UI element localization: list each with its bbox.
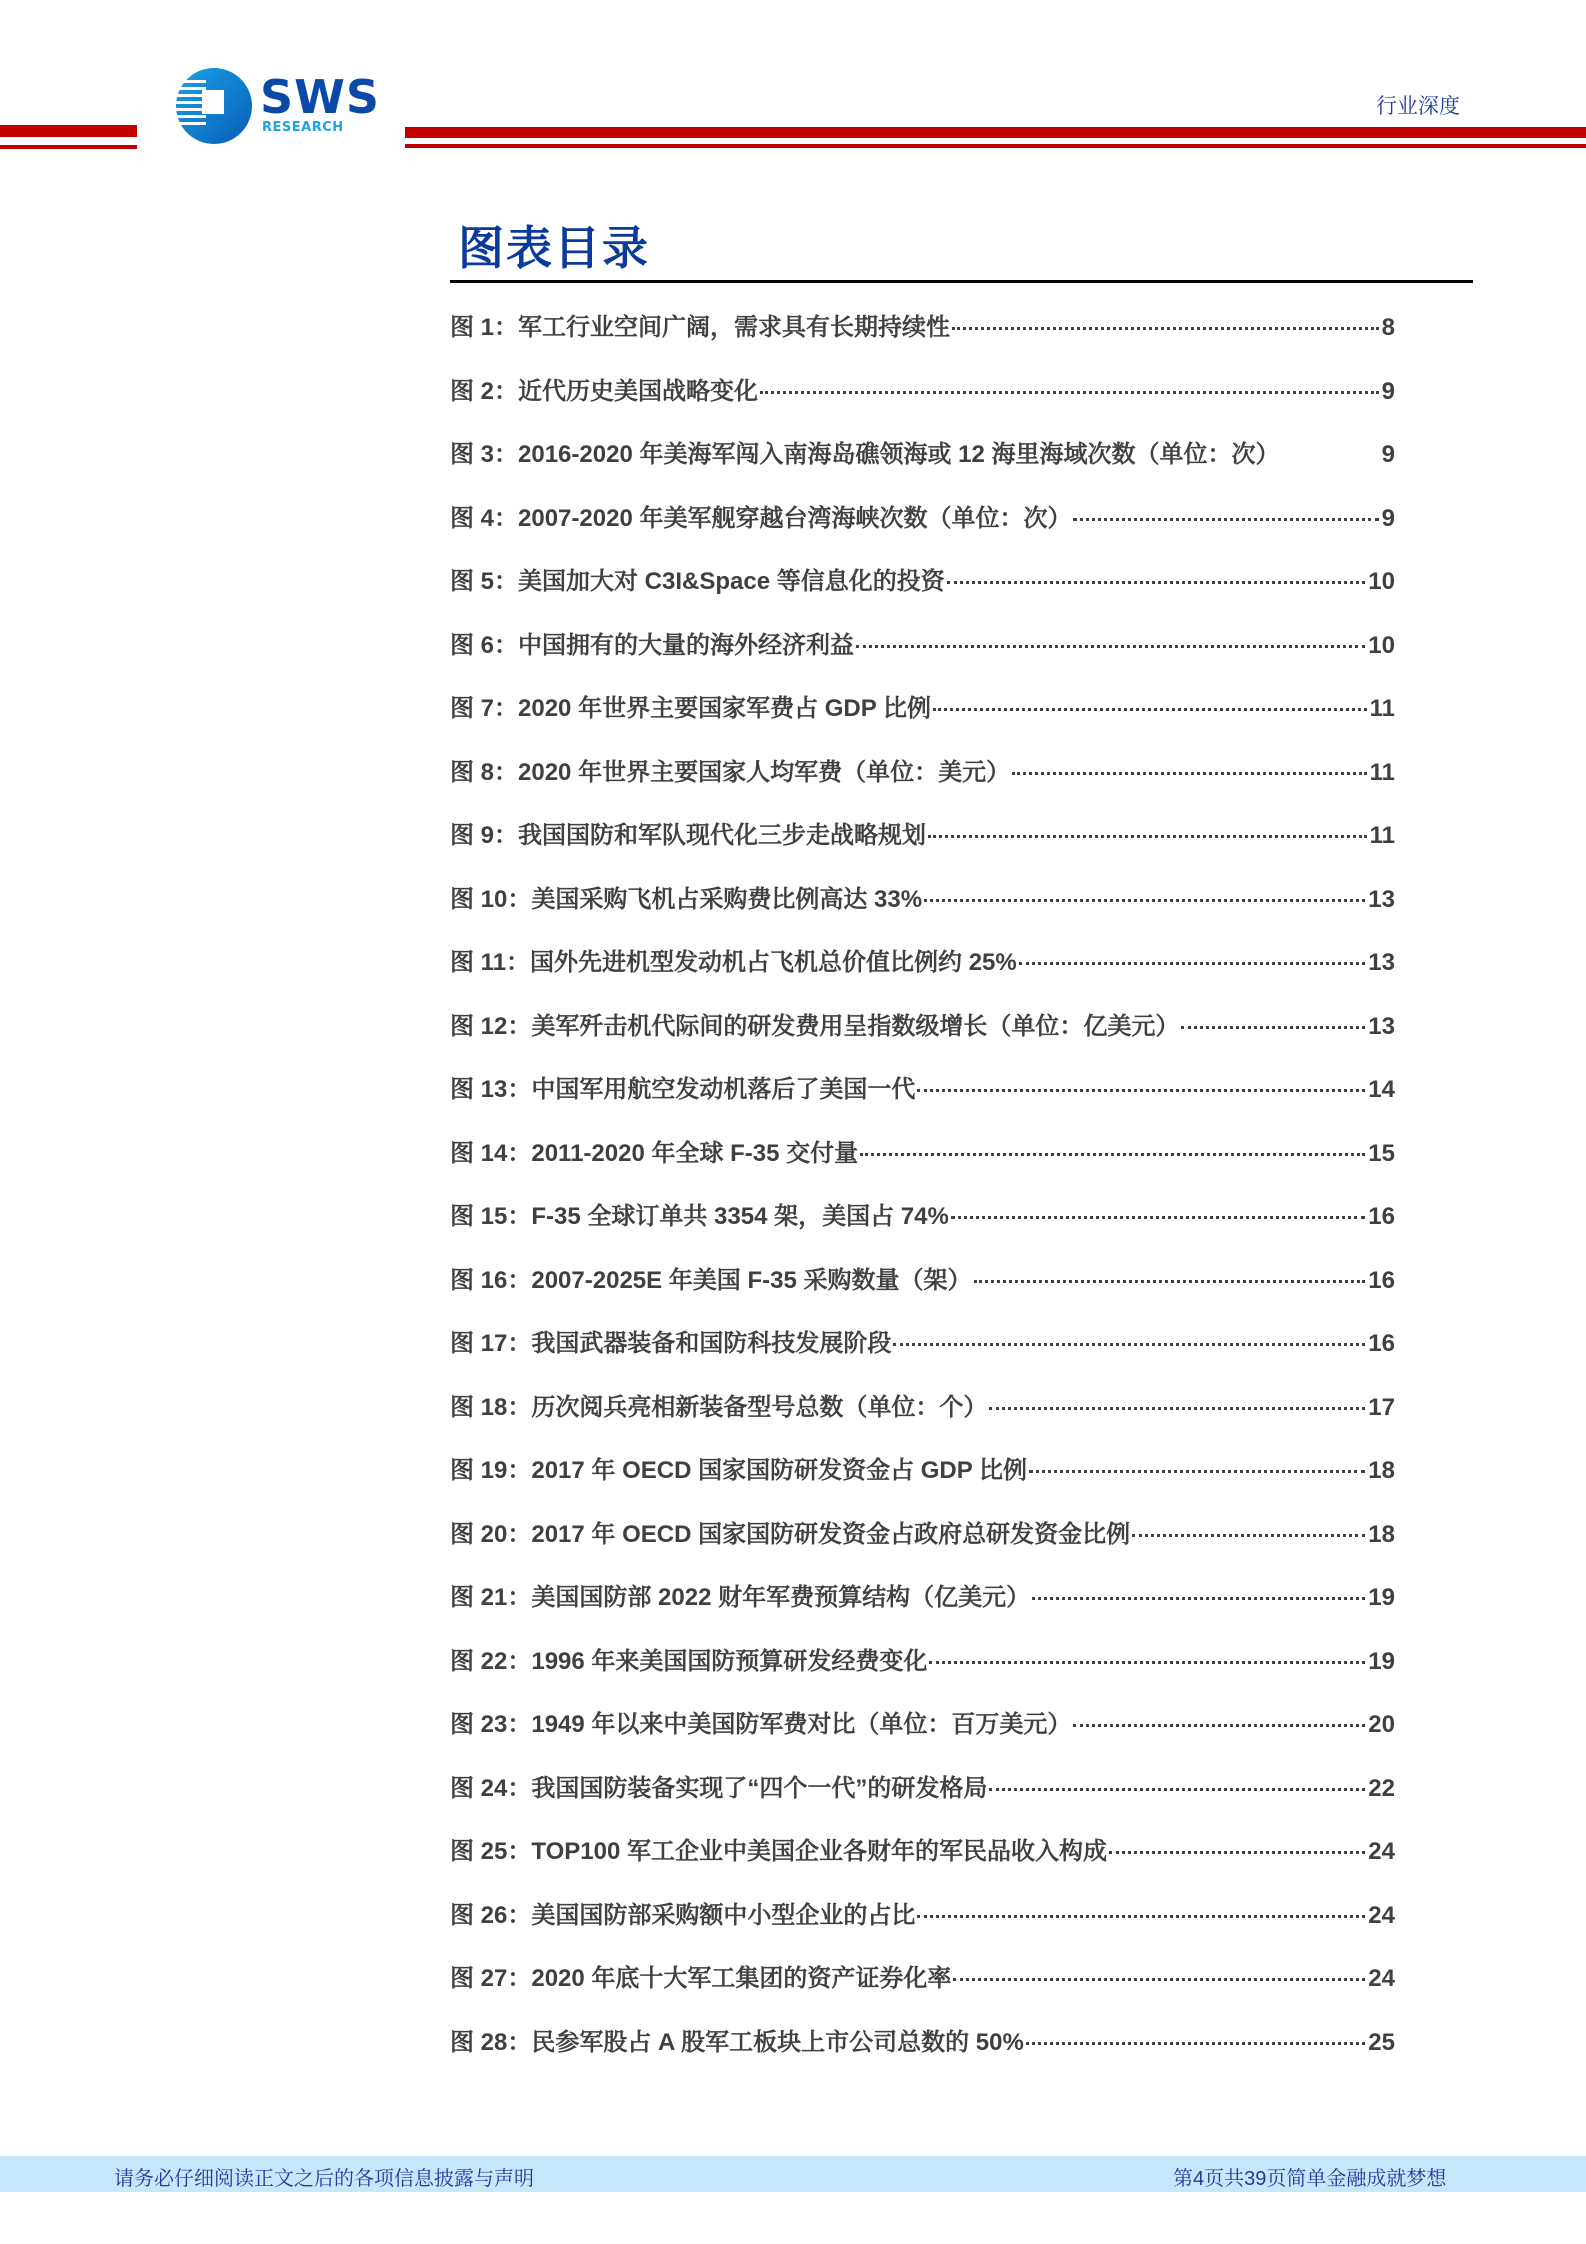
toc-entry-label: 图 2：近代历史美国战略变化 [450,377,759,405]
toc-entry-label: 图 21：美国国防部 2022 财年军费预算结构（亿美元） [450,1584,1031,1611]
toc-entry[interactable] [450,307,1395,371]
toc-dot-leader [1019,962,1366,965]
toc-entry-label: 图 12：美军歼击机代际间的研发费用呈指数级增长（单位：亿美元） [450,1012,1180,1040]
toc-entry-page: 13 [1368,949,1395,976]
toc-entry-label: 图 27：2020 年底十大军工集团的资产证券化率 [450,1965,952,1992]
toc-entry-page: 24 [1368,1965,1395,1992]
toc-entry[interactable] [450,1958,1395,2022]
header-rule-left-thin [0,145,137,149]
toc-dot-leader [933,708,1367,711]
toc-entry-label: 图 19：2017 年 OECD 国家国防研发资金占 GDP 比例 [450,1457,1028,1484]
toc-dot-leader [1026,2042,1365,2045]
toc-entry-page: 16 [1368,1203,1395,1230]
sws-logo-mark-icon [174,66,254,146]
toc-entry-page: 11 [1369,822,1395,849]
toc-dot-leader [856,645,1365,648]
toc-entry[interactable] [450,1196,1395,1260]
toc-entry-label: 图 13：中国军用航空发动机落后了美国一代 [450,1076,916,1103]
toc-entry-label: 图 5：美国加大对 C3I&Space 等信息化的投资 [450,568,945,595]
toc-entry-page: 11 [1369,695,1395,722]
toc-entry-label: 图 23：1949 年以来中美国防军费对比（单位：百万美元） [450,1711,1072,1738]
toc-dot-leader [860,1153,1365,1156]
toc-entry-page: 18 [1368,1520,1395,1548]
toc-entry-page: 20 [1368,1711,1395,1738]
toc-entry-label: 图 8：2020 年世界主要国家人均军费（单位：美元） [450,758,1011,786]
toc-entry[interactable] [450,1450,1395,1514]
toc-entry[interactable] [450,1514,1395,1578]
toc-entry-page: 16 [1368,1330,1395,1357]
toc-entry[interactable] [450,1006,1395,1070]
toc-entry-page: 15 [1368,1139,1395,1167]
page-footer [0,2156,1586,2192]
toc-dot-leader [1132,1534,1365,1537]
toc-entry[interactable] [450,1577,1395,1641]
toc-entry-page: 22 [1368,1774,1395,1802]
toc-dot-leader [953,1978,1365,1981]
toc-entry-page: 9 [1381,441,1395,468]
toc-entry-page: 13 [1368,885,1395,913]
toc-entry-label: 图 11：国外先进机型发动机占飞机总价值比例约 25% [450,949,1017,976]
toc-entry[interactable] [450,625,1395,689]
toc-dot-leader [1032,1597,1365,1600]
toc-entry-label: 图 22：1996 年来美国国防预算研发经费变化 [450,1647,928,1675]
toc-entry-page: 16 [1368,1266,1395,1294]
toc-entry[interactable] [450,1831,1395,1895]
toc-entry[interactable] [450,1260,1395,1324]
toc-dot-leader [974,1280,1366,1283]
toc-entry-page: 25 [1368,2028,1395,2056]
toc-entry-page: 13 [1368,1012,1395,1040]
toc-dot-leader [989,1788,1365,1791]
toc-entry-label: 图 24：我国国防装备实现了“四个一代”的研发格局 [450,1774,988,1802]
sws-logo [174,66,380,146]
footer-disclaimer: 请务必仔细阅读正文之后的各项信息披露与声明 [114,2168,534,2190]
toc-entry[interactable] [450,371,1395,435]
toc-entry-page: 19 [1368,1647,1395,1675]
toc-entry[interactable] [450,815,1395,879]
toc-entry-label: 图 15：F-35 全球订单共 3354 架，美国占 74% [450,1203,949,1230]
toc-dot-leader [929,1661,1365,1664]
toc-entry[interactable] [450,1133,1395,1197]
toc-dot-leader [924,899,1365,902]
toc-entry[interactable] [450,2022,1395,2086]
toc-dot-leader [951,1216,1365,1219]
title-divider [450,280,1473,283]
toc-entry-label: 图 17：我国武器装备和国防科技发展阶段 [450,1330,892,1357]
toc-entry-label: 图 9：我国国防和军队现代化三步走战略规划 [450,822,927,849]
toc-entry[interactable] [450,1768,1395,1832]
figure-toc-list [450,307,1395,2085]
toc-entry-page: 11 [1369,758,1395,786]
page-title: 图表目录 [458,221,650,275]
toc-entry[interactable] [450,1069,1395,1133]
toc-dot-leader [1029,1470,1365,1473]
toc-entry-page: 19 [1368,1584,1395,1611]
toc-entry[interactable] [450,1387,1395,1451]
toc-dot-leader [1073,1724,1365,1727]
toc-entry[interactable] [450,498,1395,562]
toc-entry-label: 图 7：2020 年世界主要国家军费占 GDP 比例 [450,695,931,722]
toc-dot-leader [989,1407,1365,1410]
toc-dot-leader [947,581,1366,584]
header-rule-left-thick [0,125,137,137]
header-rule-right-thin [405,144,1586,148]
toc-entry[interactable] [450,1323,1395,1387]
toc-dot-leader [1181,1026,1365,1029]
toc-entry-label: 图 14：2011-2020 年全球 F-35 交付量 [450,1139,859,1167]
toc-entry[interactable] [450,879,1395,943]
toc-entry-page: 14 [1368,1076,1395,1103]
toc-dot-leader [1073,518,1378,521]
toc-dot-leader [952,327,1379,330]
toc-entry-label: 图 20：2017 年 OECD 国家国防研发资金占政府总研发资金比例 [450,1520,1131,1548]
logo-text: SWS [260,70,380,124]
toc-entry[interactable] [450,1704,1395,1768]
toc-entry-label: 图 28：民参军股占 A 股军工板块上市公司总数的 50% [450,2028,1024,2056]
toc-dot-leader [1012,772,1367,775]
toc-dot-leader [917,1915,1365,1918]
toc-entry-page: 10 [1368,631,1395,659]
toc-dot-leader [760,391,1379,394]
toc-entry[interactable] [450,434,1395,498]
toc-entry-label: 图 6：中国拥有的大量的海外经济利益 [450,631,855,659]
toc-dot-leader [893,1343,1365,1346]
toc-dot-leader [917,1089,1365,1092]
toc-entry-label: 图 10：美国采购飞机占采购费比例高达 33% [450,885,923,913]
footer-page-info: 第4页共39页简单金融成就梦想 [1173,2168,1447,2190]
toc-entry-page: 18 [1368,1457,1395,1484]
toc-entry-label: 图 4：2007-2020 年美军舰穿越台湾海峡次数（单位：次） [450,504,1072,532]
toc-entry-page: 9 [1381,377,1395,405]
logo-subtext: RESEARCH [262,120,344,135]
toc-dot-leader [1109,1851,1365,1854]
toc-dot-leader [928,835,1367,838]
toc-entry-label: 图 26：美国国防部采购额中小型企业的占比 [450,1901,916,1929]
toc-entry-page: 9 [1381,504,1395,532]
toc-entry[interactable] [450,1895,1395,1959]
toc-entry-label: 图 25：TOP100 军工企业中美国企业各财年的军民品收入构成 [450,1838,1107,1865]
toc-entry-page: 24 [1368,1901,1395,1929]
header-rule-right-thick [405,127,1586,138]
toc-entry-label: 图 3：2016-2020 年美海军闯入南海岛礁领海或 12 海里海域次数（单位：次） [450,441,1280,468]
toc-entry[interactable] [450,561,1395,625]
toc-entry-page: 8 [1381,314,1395,341]
toc-entry-page: 24 [1368,1838,1395,1865]
toc-entry-page: 10 [1368,568,1395,595]
toc-entry-page: 17 [1368,1393,1395,1421]
toc-entry[interactable] [450,688,1395,752]
toc-entry-label: 图 1：军工行业空间广阔，需求具有长期持续性 [450,314,951,341]
toc-entry[interactable] [450,1641,1395,1705]
toc-entry-label: 图 18：历次阅兵亮相新装备型号总数（单位：个） [450,1393,988,1421]
toc-entry[interactable] [450,942,1395,1006]
report-type-label: 行业深度 [1376,95,1460,118]
toc-entry-label: 图 16：2007-2025E 年美国 F-35 采购数量（架） [450,1266,972,1294]
toc-entry[interactable] [450,752,1395,816]
